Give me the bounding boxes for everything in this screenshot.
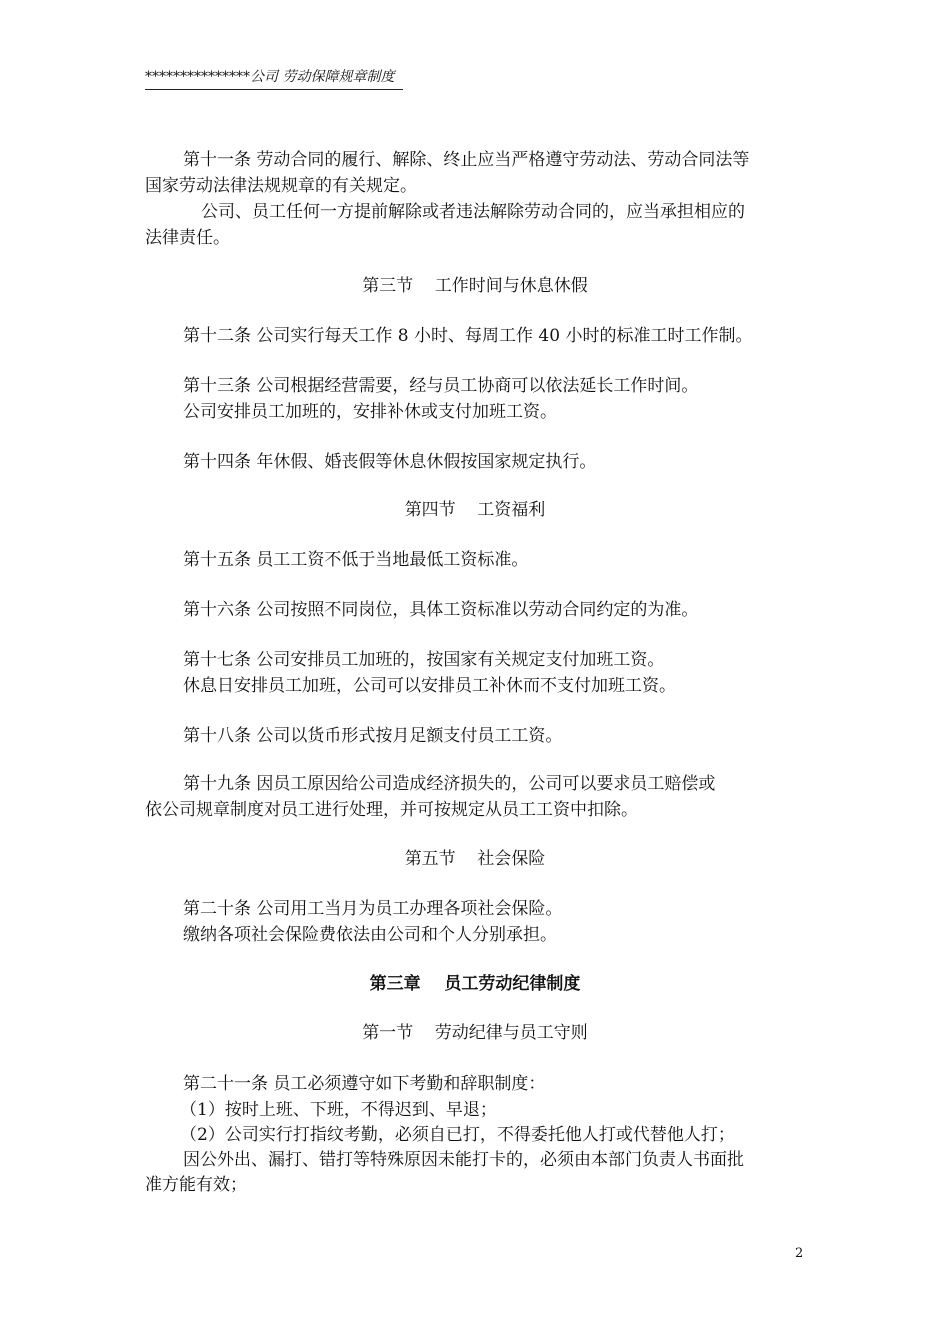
- article-17-line1: 第十七条 公司安排员工加班的，按国家有关规定支付加班工资。: [183, 650, 665, 670]
- article-21-item3-line2: 准方能有效；: [145, 1175, 247, 1195]
- section-3-heading: 第三节 工作时间与休息休假: [362, 276, 588, 296]
- article-12: 第十二条 公司实行每天工作 8 小时、每周工作 40 小时的标准工时工作制。: [183, 326, 753, 346]
- article-21-item1: （1）按时上班、下班，不得迟到、早退；: [180, 1100, 497, 1120]
- article-20-line2: 缴纳各项社会保险费依法由公司和个人分别承担。: [183, 925, 557, 945]
- article-17-line2: 休息日安排员工加班，公司可以安排员工补休而不支付加班工资。: [183, 676, 676, 696]
- section-4-heading: 第四节 工资福利: [404, 500, 546, 520]
- section-1-heading: 第一节 劳动纪律与员工守则: [362, 1023, 588, 1043]
- article-15: 第十五条 员工工资不低于当地最低工资标准。: [183, 550, 529, 570]
- article-11-para2-line1: 公司、员工任何一方提前解除或者违法解除劳动合同的，应当承担相应的: [201, 202, 745, 222]
- section-5-heading: 第五节 社会保险: [404, 849, 546, 869]
- article-19-line1: 第十九条 因员工原因给公司造成经济损失的，公司可以要求员工赔偿或: [183, 774, 716, 794]
- article-16: 第十六条 公司按照不同岗位，具体工资标准以劳动合同约定的为准。: [183, 600, 699, 620]
- article-21-item2: （2）公司实行打指纹考勤，必须自已打，不得委托他人打或代替他人打；: [180, 1125, 735, 1145]
- chapter-3-heading: 第三章 员工劳动纪律制度: [369, 974, 581, 994]
- article-13-line2: 公司安排员工加班的，安排补休或支付加班工资。: [183, 402, 557, 422]
- article-19-line2: 依公司规章制度对员工进行处理，并可按规定从员工工资中扣除。: [145, 800, 638, 820]
- article-11-para2-line2: 法律责任。: [145, 228, 230, 248]
- article-21-item3-line1: 因公外出、漏打、错打等特殊原因未能打卡的，必须由本部门负责人书面批: [183, 1150, 744, 1170]
- article-20-line1: 第二十条 公司用工当月为员工办理各项社会保险。: [183, 899, 563, 919]
- article-14: 第十四条 年休假、婚丧假等休息休假按国家规定执行。: [183, 452, 597, 472]
- article-21-line1: 第二十一条 员工必须遵守如下考勤和辞职制度：: [183, 1074, 546, 1094]
- page-header: ***************公司 劳动保障规章制度: [145, 66, 403, 90]
- page-number: 2: [795, 1246, 804, 1261]
- article-11-line2: 国家劳动法律法规规章的有关规定。: [145, 176, 417, 196]
- article-13-line1: 第十三条 公司根据经营需要，经与员工协商可以依法延长工作时间。: [183, 376, 699, 396]
- article-11-line1: 第十一条 劳动合同的履行、解除、终止应当严格遵守劳动法、劳动合同法等: [183, 150, 750, 170]
- article-18: 第十八条 公司以货币形式按月足额支付员工工资。: [183, 726, 563, 746]
